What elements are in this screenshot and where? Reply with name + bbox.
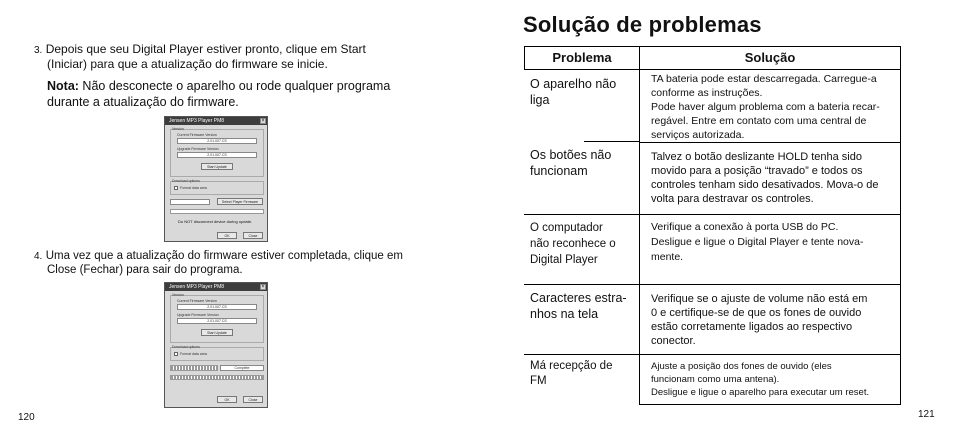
row-3-solution: [651, 220, 863, 265]
step-3-number: 3.: [34, 45, 43, 56]
troubleshooting-table: [524, 46, 901, 405]
update-progress-bar: [170, 365, 218, 371]
row-3-problem: [530, 220, 616, 268]
version-group-label: Version: [172, 293, 184, 297]
problem-line: funcionam: [530, 164, 588, 178]
solution-line: serviços autorizada.: [651, 129, 745, 141]
update-progress-bar: [170, 209, 264, 214]
header-problem: Problema: [524, 46, 640, 70]
solution-line: movido para a posição “travado” e todos os: [651, 165, 863, 177]
row-4-problem: [530, 290, 627, 322]
solution-line: funcionam como uma antena).: [651, 374, 780, 385]
progress-fill: [171, 366, 217, 370]
format-data-label: Format data area: [180, 186, 207, 190]
solution-line: Pode haver algum problema com a bateria recar-: [651, 101, 880, 113]
solution-line: Verifique se o ajuste de volume não está em: [651, 293, 868, 305]
dialog-title: Jensen MP3 Player PM8: [169, 118, 225, 124]
start-update-button[interactable]: Start Update: [201, 329, 233, 336]
row-separator: [639, 142, 901, 143]
problem-line: O aparelho não: [530, 77, 617, 91]
current-firmware-field: 2.01.007.CS: [177, 138, 257, 144]
solution-line: mente.: [651, 251, 684, 263]
current-firmware-label: Current Firmware Version: [177, 299, 217, 303]
row-2-problem: [530, 147, 611, 179]
row-5-problem: [530, 359, 612, 389]
status-field: Complete: [220, 365, 264, 371]
firmware-file-field[interactable]: [170, 199, 210, 205]
select-firmware-button[interactable]: Select Player Firmware: [217, 198, 263, 205]
download-options-label: Download options: [172, 345, 200, 349]
close-icon[interactable]: ×: [261, 284, 265, 290]
upgrade-firmware-label: Upgrade Firmware Version: [177, 147, 219, 151]
note-line2: durante a atualização do firmware.: [47, 95, 239, 109]
problem-line: FM: [530, 375, 547, 387]
problem-line: nhos na tela: [530, 307, 599, 321]
page-number-left: 120: [18, 412, 35, 423]
ok-button[interactable]: OK: [217, 232, 237, 239]
format-data-checkbox[interactable]: [174, 352, 178, 356]
solution-line: estão corretamente ligados ao respectivo: [651, 321, 853, 333]
row-separator: [524, 354, 901, 355]
step-3-text-line1: Depois que seu Digital Player estiver pronto, clique em Start: [45, 42, 366, 56]
problem-line: Digital Player: [530, 254, 598, 266]
solution-line: TA bateria pode estar descarregada. Carregue-a: [651, 73, 877, 85]
solution-line: Verifique a conexão à porta USB do PC.: [651, 221, 839, 233]
format-data-label: Format data area: [180, 352, 207, 356]
step-4: [34, 248, 454, 264]
solution-line: Desligue e ligue o aparelho para executar um reset.: [651, 387, 870, 398]
solution-line: conforme as instruções.: [651, 87, 763, 99]
row-5-solution: [651, 360, 869, 399]
overall-progress-bar: [170, 375, 264, 380]
row-separator: [524, 284, 901, 285]
solution-line: Desligue e ligue o Digital Player e tente nova-: [651, 236, 864, 248]
note-line1: Não desconecte o aparelho ou rode qualquer programa: [78, 79, 391, 93]
upgrade-firmware-field: 2.01.007.CS: [177, 152, 257, 158]
problem-line: Má recepção de: [530, 360, 613, 372]
firmware-update-dialog-start: [164, 116, 268, 242]
format-data-checkbox[interactable]: [174, 186, 178, 190]
row-2-solution: [651, 150, 878, 206]
problem-line: não reconhece o: [530, 238, 616, 250]
solution-line: regável. Entre em contato com uma central de: [651, 115, 867, 127]
overall-progress-fill: [171, 376, 263, 379]
start-update-button[interactable]: Start Update: [201, 163, 233, 170]
row-4-solution: [651, 292, 867, 348]
step-3-text-line2: (Iniciar) para que a atualização do firmware se inicie.: [47, 57, 328, 71]
table-bottom-border: [639, 404, 901, 405]
dialog-title-bar: [165, 117, 267, 125]
close-button[interactable]: Close: [243, 396, 263, 403]
problem-line: liga: [530, 93, 550, 107]
disconnect-warning: Do NOT disconnect device during update.: [178, 219, 253, 224]
upgrade-firmware-field: 2.01.007.CS: [177, 318, 257, 324]
row-1-solution: [651, 72, 880, 142]
row-separator: [584, 141, 640, 142]
upgrade-firmware-label: Upgrade Firmware Version: [177, 313, 219, 317]
solution-line: conector.: [651, 335, 696, 347]
row-1-problem: [530, 76, 616, 108]
solution-line: volta para destravar os controles.: [651, 193, 814, 205]
page-title: Solução de problemas: [523, 12, 762, 37]
step-4-text-line2: Close (Fechar) para sair do programa.: [47, 264, 243, 276]
solution-line: Talvez o botão deslizante HOLD tenha sido: [651, 151, 862, 163]
current-firmware-label: Current Firmware Version: [177, 133, 217, 137]
firmware-note: [47, 78, 467, 94]
row-separator: [524, 214, 901, 215]
solution-line: 0 e certifique-se de que os fones de ouvido: [651, 307, 862, 319]
version-group-label: Version: [172, 127, 184, 131]
close-icon[interactable]: ×: [261, 118, 265, 124]
download-options-label: Download options: [172, 179, 200, 183]
step-3: [34, 42, 454, 58]
solution-line: Ajuste a posição dos fones de ouvido (eles: [651, 361, 832, 372]
step-4-number: 4.: [34, 251, 43, 262]
note-label: Nota:: [47, 79, 79, 93]
current-firmware-field: 2.01.007.CS: [177, 304, 257, 310]
problem-line: Os botões não: [530, 148, 612, 162]
firmware-update-dialog-complete: [164, 282, 268, 408]
problem-line: O computador: [530, 222, 603, 234]
step-4-text-line1: Uma vez que a atualização do firmware estiver completada, clique em: [45, 250, 403, 262]
problem-line: Caracteres estra-: [530, 291, 627, 305]
close-button[interactable]: Close: [243, 232, 263, 239]
ok-button[interactable]: OK: [217, 396, 237, 403]
solution-line: controles tenham sido desativados. Mova-o de: [651, 179, 879, 191]
header-solution: Solução: [639, 46, 901, 70]
page-number-right: 121: [918, 409, 935, 420]
dialog-title: Jensen MP3 Player PM8: [169, 284, 225, 290]
dialog-title-bar: [165, 283, 267, 291]
